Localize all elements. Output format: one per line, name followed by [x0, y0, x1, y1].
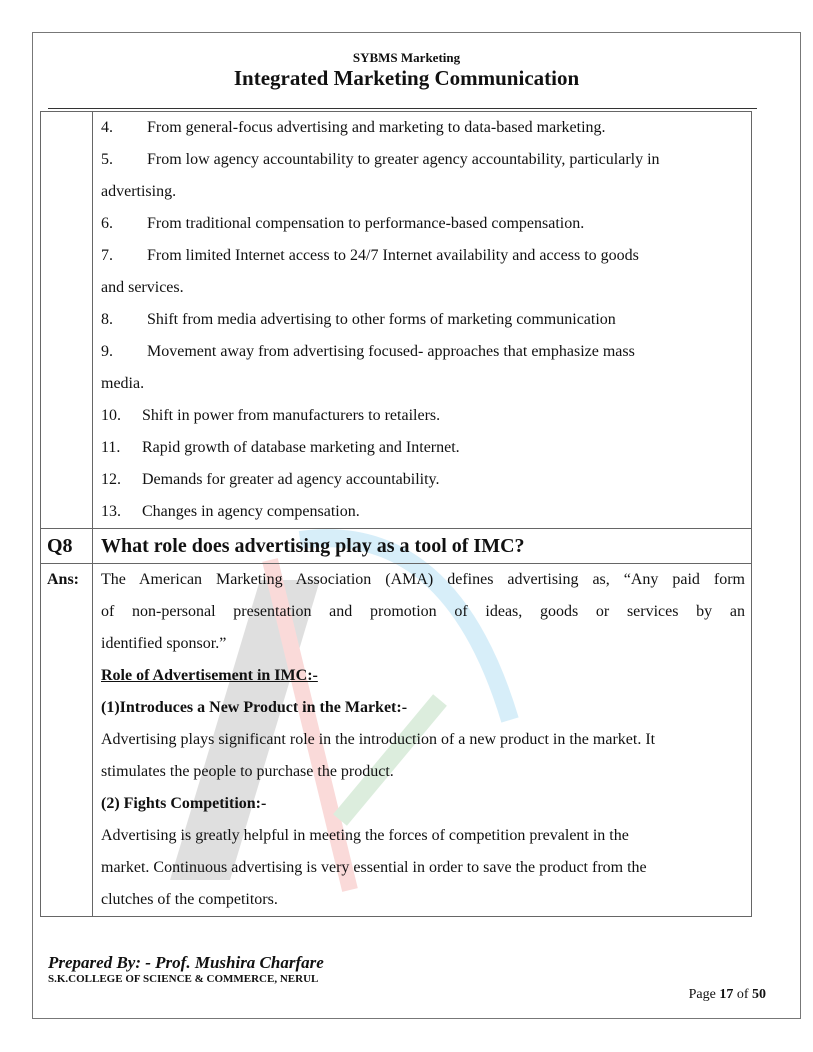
- list-item-number: 7.: [101, 247, 113, 264]
- list-item: [101, 464, 745, 496]
- list-item-number: 10.: [101, 407, 121, 424]
- header-title: Integrated Marketing Communication: [233, 66, 580, 90]
- list-item: [101, 304, 745, 336]
- list-item-text: Movement away from advertising focused- approaches that emphasize mass: [147, 343, 635, 360]
- empty-label-cell: [41, 112, 93, 528]
- list-item: [101, 240, 745, 272]
- list-item: [101, 144, 745, 176]
- list-item-text: From limited Internet access to 24/7 Internet availability and access to goods: [147, 247, 639, 264]
- answer-cell: [93, 564, 751, 916]
- page-mid: of: [733, 987, 752, 1002]
- list-item-number: 11.: [101, 439, 121, 456]
- page-number: [689, 987, 766, 1003]
- point-heading: (1)Introduces a New Product in the Market:-: [101, 699, 408, 716]
- list-item-number: 4.: [101, 119, 113, 136]
- list-item-continuation: [101, 176, 745, 208]
- list-item: [101, 496, 745, 528]
- list-item-text: Shift in power from manufacturers to retailers.: [142, 407, 441, 424]
- answer-row: [41, 563, 751, 916]
- list-cell: [93, 112, 751, 528]
- list-item: [101, 112, 745, 144]
- list-item-text: From traditional compensation to performance-based compensation.: [147, 215, 585, 232]
- point-text-line: clutches of the competitors.: [101, 891, 278, 908]
- point-text-line: stimulates the people to purchase the product.: [101, 763, 394, 780]
- list-item: [101, 432, 745, 464]
- college-name: S.K.COLLEGE OF SCIENCE & COMMERCE, NERUL: [48, 973, 319, 985]
- list-item-number: 13.: [101, 503, 121, 520]
- prepared-by: Prepared By: - Prof. Mushira Charfare: [48, 953, 324, 972]
- list-item: [101, 400, 745, 432]
- list-item-number: 5.: [101, 151, 113, 168]
- question-label: Q8: [41, 529, 93, 563]
- list-item-number: 12.: [101, 471, 121, 488]
- page-current: 17: [719, 987, 734, 1002]
- list-item-text: Demands for greater ad agency accountability.: [142, 471, 440, 488]
- list-item-continuation: [101, 272, 745, 304]
- list-item-text: media.: [101, 375, 145, 392]
- point-text-line: Advertising plays significant role in the introduction of a new product in the market. It: [101, 731, 656, 748]
- page-total: 50: [752, 987, 766, 1002]
- list-item-text: From low agency accountability to greater agency accountability, particularly in: [147, 151, 660, 168]
- list-item-text: Changes in agency compensation.: [142, 503, 360, 520]
- content-table: [40, 111, 752, 917]
- list-item-text: From general-focus advertising and marketing to data-based marketing.: [147, 119, 606, 136]
- list-item-continuation: [101, 368, 745, 400]
- header-subtitle: SYBMS Marketing: [352, 50, 461, 65]
- list-item-text: advertising.: [101, 183, 177, 200]
- question-text: What role does advertising play as a tool of IMC?: [101, 535, 525, 557]
- header-divider: [48, 108, 757, 109]
- question-row: [41, 528, 751, 563]
- list-item-text: Shift from media advertising to other forms of marketing communication: [147, 311, 616, 328]
- section-heading: Role of Advertisement in IMC:-: [101, 667, 318, 684]
- point-text-line: market. Continuous advertising is very essential in order to save the product from the: [101, 859, 647, 876]
- list-item-text: and services.: [101, 279, 184, 296]
- answer-label: Ans:: [41, 564, 93, 916]
- point-text-line: Advertising is greatly helpful in meeting the forces of competition prevalent in the: [101, 827, 629, 844]
- definition-line: identified sponsor.”: [101, 635, 227, 652]
- list-item-text: Rapid growth of database marketing and Internet.: [142, 439, 460, 456]
- list-item-number: 6.: [101, 215, 113, 232]
- page-prefix: Page: [688, 987, 720, 1002]
- list-item-number: 8.: [101, 311, 113, 328]
- list-item: [101, 208, 745, 240]
- list-item: [101, 336, 745, 368]
- list-item-number: 9.: [101, 343, 113, 360]
- definition-line: of non-personal presentation and promotion of ideas, goods or services by an: [101, 603, 745, 620]
- list-row: [41, 112, 751, 528]
- definition-line: The American Marketing Association (AMA) defines advertising as, “Any paid form: [101, 571, 745, 588]
- point-heading: (2) Fights Competition:-: [101, 795, 267, 812]
